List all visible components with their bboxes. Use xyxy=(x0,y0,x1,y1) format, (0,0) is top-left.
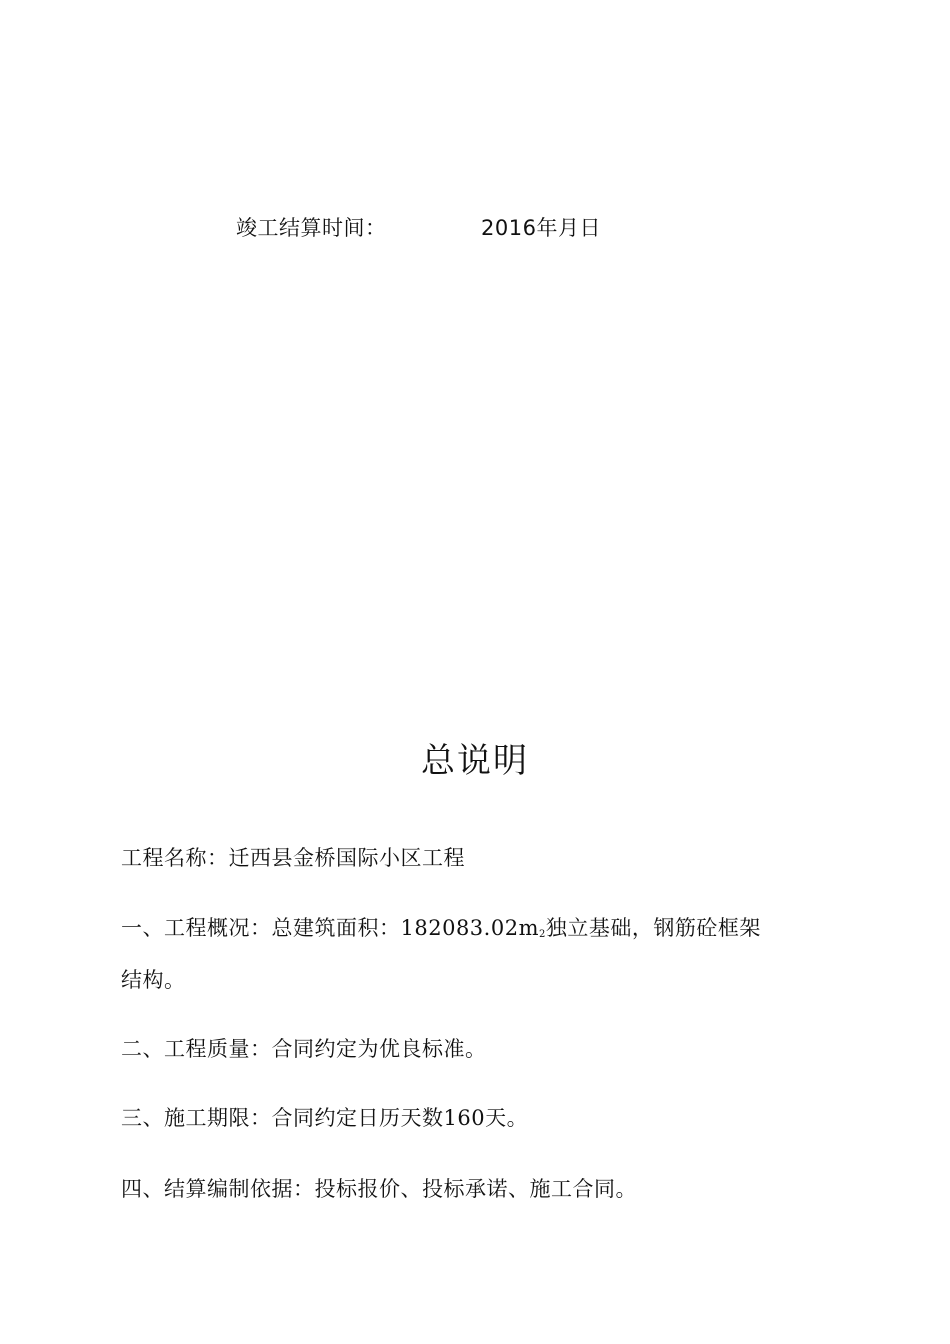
overview-area-unit: m xyxy=(518,916,539,940)
project-overview-paragraph xyxy=(121,914,761,949)
period-prefix: 三、施工期限：合同约定日历天数 xyxy=(121,1106,444,1130)
overview-suffix: 独立基础，钢筋砼框架 xyxy=(545,916,761,940)
completion-time-value: 2016年月日 xyxy=(481,216,601,240)
project-overview-continuation: 结构。 xyxy=(121,968,186,992)
completion-time-label: 竣工结算时间： xyxy=(236,216,387,240)
overview-area-value: 182083.02 xyxy=(400,916,519,940)
period-suffix: 天。 xyxy=(485,1106,529,1130)
overview-prefix: 一、工程概况：总建筑面积： xyxy=(121,916,401,940)
settlement-basis-paragraph: 四、结算编制依据：投标报价、投标承诺、施工合同。 xyxy=(121,1177,637,1201)
construction-period-paragraph xyxy=(121,1104,528,1132)
project-name-paragraph: 工程名称：迁西县金桥国际小区工程 xyxy=(121,846,465,870)
period-days-value: 160 xyxy=(443,1106,486,1130)
page-title: 总说明 xyxy=(421,741,529,781)
overview-area-unit-superscript: 2 xyxy=(538,929,546,940)
project-quality-paragraph: 二、工程质量：合同约定为优良标准。 xyxy=(121,1037,487,1061)
